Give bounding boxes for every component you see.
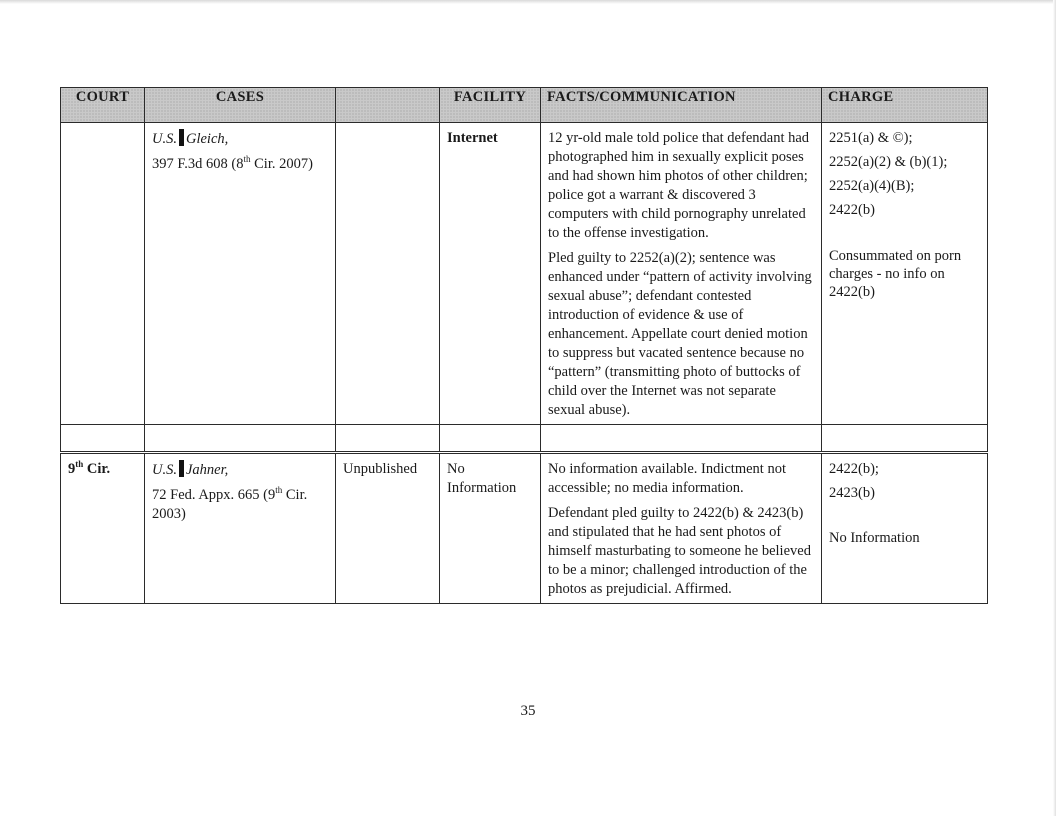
extra-cell (336, 123, 440, 425)
redaction-mark (179, 460, 184, 477)
case-title: U.S. Jahner, (152, 462, 229, 478)
charge-item: 2422(b); (829, 461, 879, 477)
empty-cell (336, 425, 440, 453)
charge-cell (822, 123, 988, 425)
facts-paragraph: Pled guilty to 2252(a)(2); sentence was enhanced under “pattern of activity involving sexual abuse”; defendant contested introduction of evidence & use of enhancement. Appellate court denied motion to suppress but vacated sentence because no “pattern” (transmitting photo of buttocks of child over the Internet was not separate sexual abuse). (548, 250, 812, 418)
header-court: COURT (61, 88, 145, 123)
case-citation: 397 F.3d 608 (8th Cir. 2007) (152, 154, 313, 172)
facts-paragraph: No information available. Indictment not accessible; no media information. (548, 461, 786, 496)
charge-item: 2252(a)(2) & (b)(1); (829, 154, 948, 170)
header-facility: FACILITY (440, 88, 541, 123)
charge-note: No Information (829, 530, 920, 546)
header-row (61, 88, 988, 123)
charge-item: 2252(a)(4)(B); (829, 178, 915, 194)
charge-cell (822, 453, 988, 604)
empty-cell (145, 425, 336, 453)
case-table (60, 87, 988, 604)
header-facts: FACTS/COMMUNICATION (541, 88, 822, 123)
header-cases: CASES (145, 88, 336, 123)
empty-cell (822, 425, 988, 453)
court-cell: 9th Cir. (61, 453, 145, 604)
empty-cell (541, 425, 822, 453)
extra-cell: Unpublished (336, 453, 440, 604)
facility-cell: No Information (440, 453, 541, 604)
header-blank (336, 88, 440, 123)
court-cell (61, 123, 145, 425)
charge-note: Consummated on porn charges - no info on 2422(b) (829, 248, 962, 300)
case-cell (145, 453, 336, 604)
case-title: U.S. Gleich, (152, 131, 229, 147)
charge-item: 2251(a) & ©); (829, 130, 913, 146)
facts-paragraph: Defendant pled guilty to 2422(b) & 2423(b) and stipulated that he had sent photos of himself masturbating to someone he believed to be a minor; challenged introduction of the photos as prejudicial. Affirmed. (548, 505, 811, 597)
facts-paragraph: 12 yr-old male told police that defendant had photographed him in sexually explicit poses and had shown him photos of other children; police got a warrant & discovered 3 computers with child pornography unrelated to the offense investigation. (548, 130, 810, 241)
case-cell (145, 123, 336, 425)
redaction-mark (179, 129, 184, 146)
facts-cell (541, 453, 822, 604)
scan-edge (0, 0, 1056, 4)
header-charge: CHARGE (822, 88, 988, 123)
charge-item: 2423(b) (829, 485, 875, 501)
facts-cell (541, 123, 822, 425)
facility-cell: Internet (440, 123, 541, 425)
spacer-row (61, 425, 988, 453)
case-citation: 72 Fed. Appx. 665 (9th Cir. 2003) (152, 485, 308, 522)
table-row (61, 453, 988, 604)
charge-item: 2422(b) (829, 202, 875, 218)
empty-cell (440, 425, 541, 453)
empty-cell (61, 425, 145, 453)
table-row (61, 123, 988, 425)
page-number: 35 (520, 703, 536, 719)
